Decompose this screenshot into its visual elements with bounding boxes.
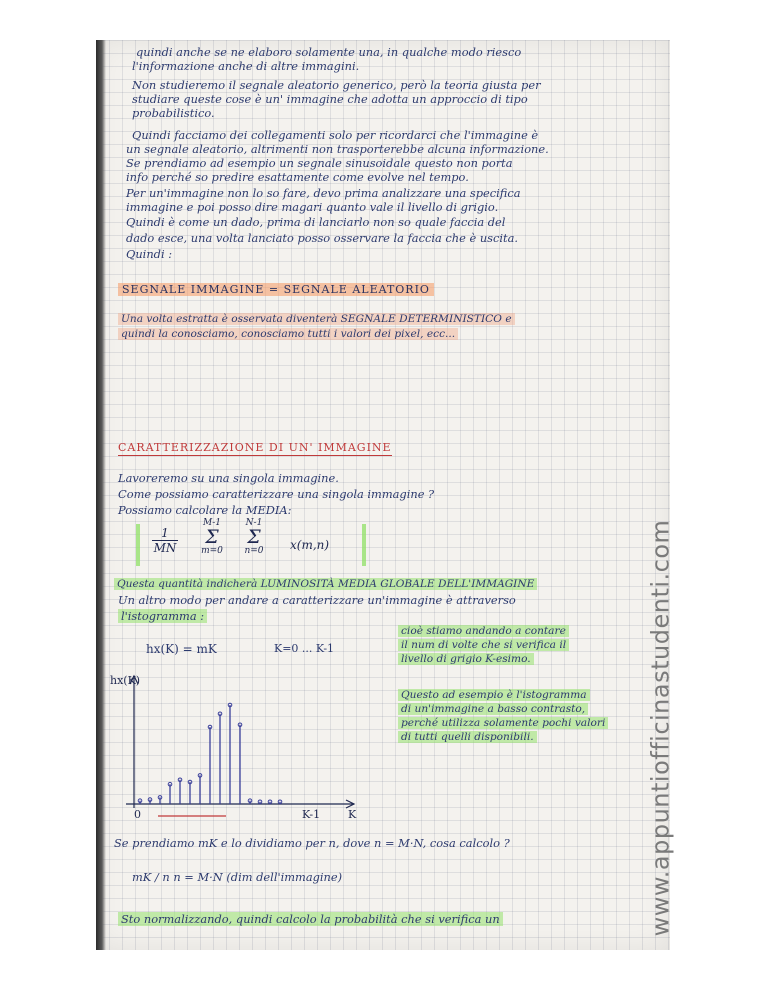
text-line: studiare queste cose è un' immagine che adotta un approccio di tipo [132,92,528,106]
watermark-text: www.appuntiofficinastudenti.com [646,519,675,936]
key-statement: SEGNALE IMMAGINE = SEGNALE ALEATORIO [118,283,434,297]
note-line: Questo ad esempio è l'istogramma [398,688,590,702]
histogram-range: K=0 ... K-1 [274,642,335,655]
sigma-symbol: Σ [205,526,219,548]
text-line: Sto normalizzando, quindi calcolo la probabilità che si verifica un [118,912,503,926]
section-heading: CARATTERIZZAZIONE DI UN' IMMAGINE [118,441,392,454]
text-line: probabilistico. [132,106,215,120]
text-line: dado esce, una volta lanciato posso osservare la faccia che è uscita. [126,231,519,245]
mean-formula [136,518,366,566]
sum-lower-bound: m=0 [201,546,223,556]
sum-n [240,518,268,556]
text-line: immagine e poi posso dire magari quanto vale il livello di grigio. [126,200,499,214]
sum-lower-bound: n=0 [244,546,264,556]
note-line: di tutti quelli disponibili. [398,730,537,744]
text-line: Non studieremo il segnale aleatorio generico, però la teoria giusta per [132,78,541,92]
histogram-plot [96,670,386,830]
histogram-stems [138,703,282,804]
deterministic-line: quindi la conosciamo, conosciamo tutti i valori dei pixel, ecc... [118,327,458,341]
note-line: livello di grigio K-esimo. [398,652,534,666]
text-line: quindi anche se ne elaboro solamente una, in qualche modo riesco [136,45,522,59]
text-line: l'informazione anche di altre immagini. [132,59,360,73]
formula-term: x(m,n) [290,538,330,552]
text-line: Possiamo calcolare la MEDIA: [118,503,292,517]
text-line: Come possiamo caratterizzare una singola immagine ? [118,487,435,501]
note-line: il num di volte che si verifica il [398,638,569,652]
k-minus-1-label: K-1 [302,808,321,821]
text-line: Quindi facciamo dei collegamenti solo per ricordarci che l'immagine è [132,128,539,142]
watermark [645,519,675,936]
text-line: Se prendiamo ad esempio un segnale sinusoidale questo non porta [126,156,513,170]
text-line: un segnale aleatorio, altrimenti non trasporterebbe alcuna informazione. [126,142,549,156]
histogram-formula: hx(K) = mK [146,642,217,656]
origin-label: 0 [134,808,141,821]
deterministic-line: Una volta estratta è osservata diventerà SEGNALE DETERMINISTICO e [118,312,515,326]
fraction-denominator: MN [153,541,177,555]
text-line: Per un'immagine non lo so fare, devo prima analizzare una specifica [126,186,521,200]
text-line: Quindi : [126,247,173,261]
k-label: K [348,808,357,821]
text-line: info perché so predire esattamente come evolve nel tempo. [126,170,469,184]
text-line: Se prendiamo mK e lo dividiamo per n, dove n = M·N, cosa calcolo ? [114,836,510,850]
text-line: Lavoreremo su una singola immagine. [118,471,339,485]
text-line: l'istogramma : [118,609,207,623]
formula-fraction [152,526,178,555]
text-line: mK / n n = M·N (dim dell'immagine) [132,870,343,884]
text-line: Quindi è come un dado, prima di lanciarlo non so quale faccia del [126,215,506,229]
note-line: cioè stiamo andando a contare [398,624,569,638]
luminosity-line: Questa quantità indicherà LUMINOSITÀ MEDIA GLOBALE DELL'IMMAGINE [114,577,537,591]
sigma-symbol: Σ [247,526,261,548]
sum-upper-bound: N-1 [245,518,263,528]
text-line: Un altro modo per andare a caratterizzare un'immagine è attraverso [118,593,516,607]
note-line: di un'immagine a basso contrasto, [398,702,588,716]
sum-m [198,518,226,556]
note-line: perché utilizza solamente pochi valori [398,716,608,730]
notebook-page [96,40,670,950]
fraction-numerator: 1 [152,526,178,541]
sum-upper-bound: M-1 [203,518,221,528]
y-axis-label: hx(K) [110,674,141,687]
